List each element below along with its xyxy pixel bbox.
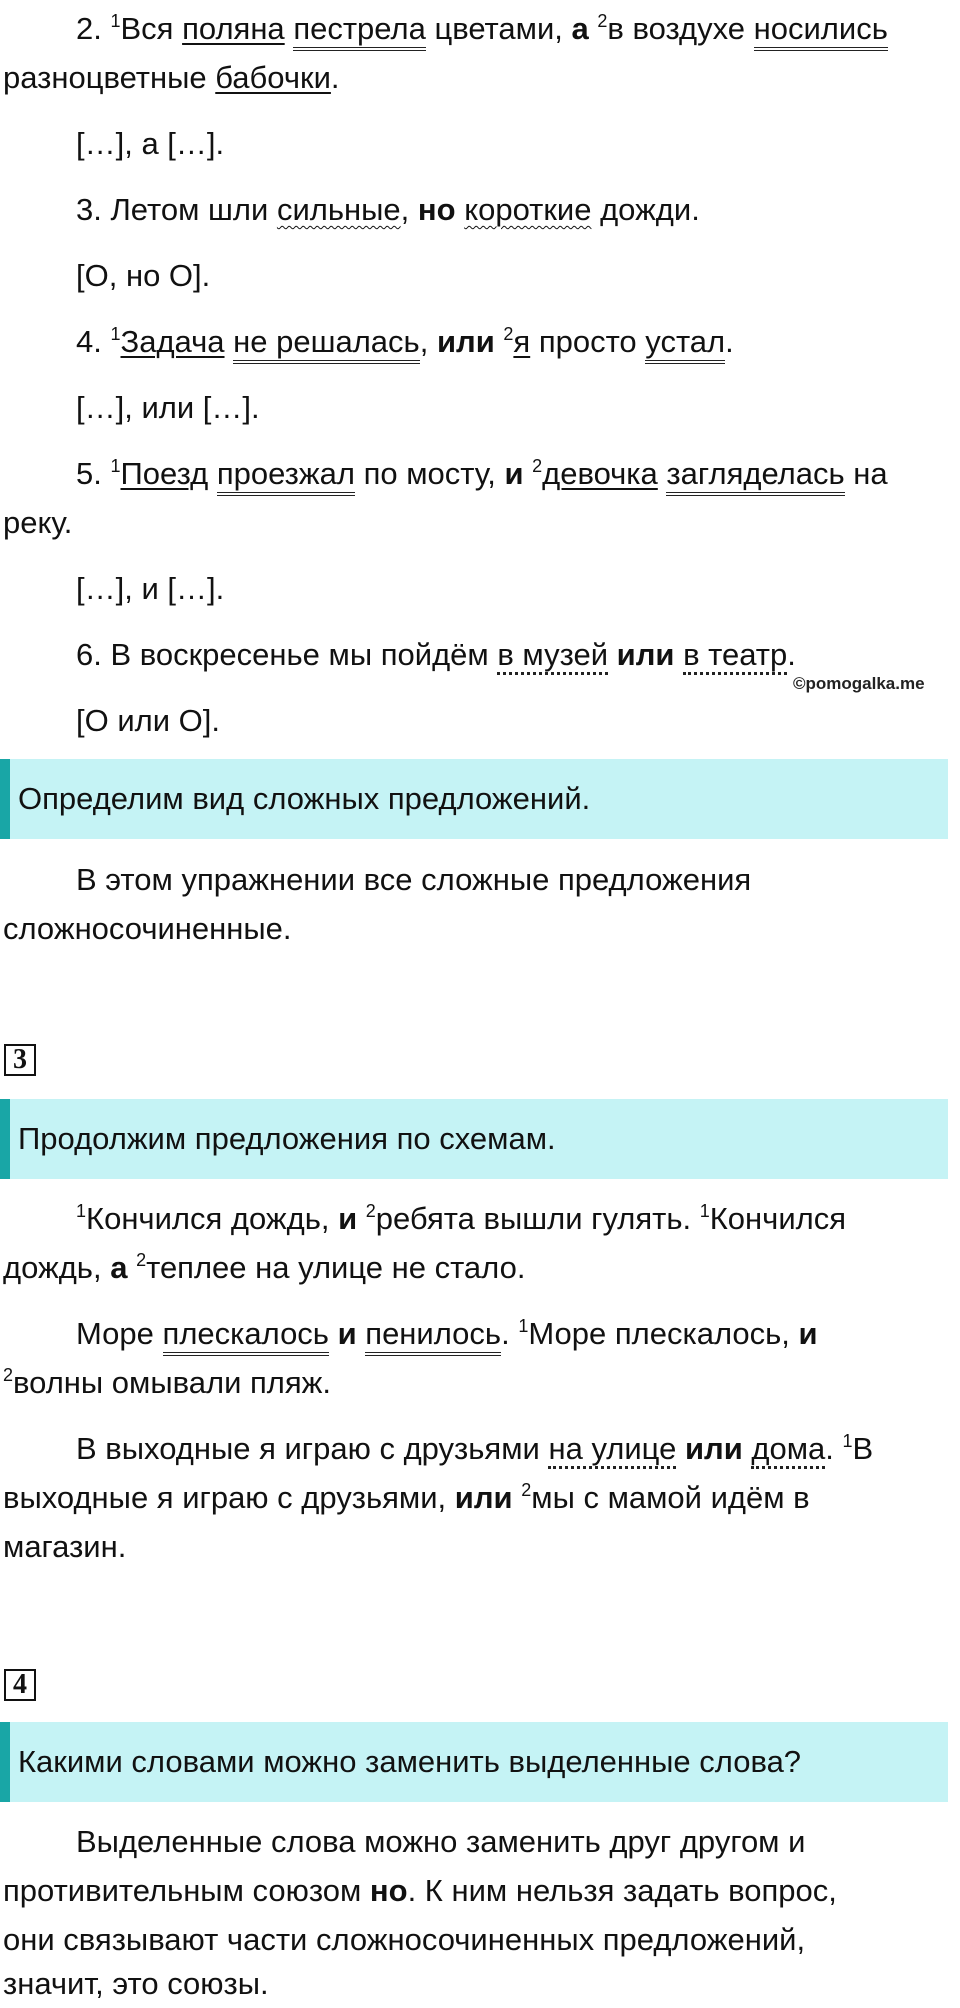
conjunction: или	[684, 1431, 743, 1466]
sentence-6: 6. В воскресенье мы пойдём в музей или в театр.	[0, 631, 960, 679]
sentence-2-line-1: 2. $^1$Вся поляна пестрела цветами, а $^2$в воздухе носились	[0, 5, 960, 53]
conjunction: и	[798, 1316, 818, 1351]
conjunction: или	[436, 324, 495, 359]
conjunction: а	[110, 1250, 128, 1285]
highlight-text: Определим вид сложных предложений.	[18, 781, 591, 816]
sentence-3: 3. Летом шли сильные, но короткие дожди.	[76, 192, 700, 227]
subject: поляна	[182, 11, 285, 46]
scheme-5: […], и […].	[76, 571, 225, 606]
subject: я	[513, 324, 531, 359]
highlight-box	[0, 759, 948, 839]
predicate: пестрела	[293, 11, 426, 51]
task3-sentence-3-line-3: магазин.	[3, 1529, 127, 1564]
conjunction: и	[337, 1316, 357, 1351]
task4-answer-line-3: они связывают части сложносочиненных предложений,	[3, 1922, 806, 1957]
task4-answer-line-1: Выделенные слова можно заменить друг другом и	[76, 1824, 806, 1859]
homogeneous-member: в театр	[683, 637, 787, 675]
task3-sentence-2-line-1: Море плескалось и пенилось. $^1$Море плескалось, и	[0, 1310, 960, 1358]
homogeneous-member: на улице	[548, 1431, 676, 1469]
task4-answer-line-4: значит, это союзы.	[3, 1966, 269, 2001]
task3-sentence-1-line-1: $^1$Кончился дождь, и $^2$ребята вышли гулять. $^1$Кончился	[76, 1201, 847, 1236]
task3-sentence-3-line-1: В выходные я играю с друзьями на улице или дома. $^1$В	[0, 1425, 960, 1473]
subject: Поезд	[120, 456, 209, 491]
scheme-3: [О, но О].	[76, 258, 211, 293]
conjunction: и	[338, 1201, 358, 1236]
answer-text-line-2: сложносочиненные.	[3, 911, 292, 946]
highlight-box	[0, 1099, 948, 1179]
conjunction: но	[417, 192, 456, 227]
predicate: плескалось	[163, 1316, 329, 1356]
predicate: не решалась	[233, 324, 420, 364]
scheme-2: […], а […].	[76, 126, 225, 161]
homogeneous-member: сильные	[276, 192, 401, 227]
task4-answer-line-2: противительным союзом но. К ним нельзя задать вопрос,	[3, 1873, 837, 1908]
predicate: носились	[754, 11, 888, 51]
highlight-text: Какими словами можно заменить выделенные слова?	[18, 1744, 802, 1779]
highlight-text: Продолжим предложения по схемам.	[18, 1121, 556, 1156]
conjunction: и	[504, 456, 524, 491]
predicate: пенилось	[365, 1316, 501, 1356]
homogeneous-member: короткие	[464, 192, 592, 227]
sentence-2-line-2: разноцветные бабочки.	[3, 60, 340, 95]
highlight-box	[0, 1722, 948, 1802]
predicate: проезжал	[217, 456, 355, 496]
scheme-6: [О или О].	[76, 703, 221, 738]
subject: Задача	[120, 324, 225, 359]
subject: бабочки	[215, 60, 331, 95]
predicate: устал	[645, 324, 725, 364]
sentence-4: 4. $^1$Задача не решалась, или $^2$я просто устал.	[0, 318, 960, 366]
predicate: загляделась	[666, 456, 844, 496]
watermark: ©pomogalka.me	[793, 674, 925, 693]
task-number-3: 3	[4, 1044, 36, 1076]
homogeneous-member: дома	[751, 1431, 825, 1469]
answer-text-line-1: В этом упражнении все сложные предложения	[76, 862, 752, 897]
task3-sentence-3-line-2: выходные я играю с друзьями, или $^2$мы с мамой идём в	[3, 1480, 810, 1515]
task-number-4: 4	[4, 1669, 36, 1701]
scheme-4: […], или […].	[76, 390, 260, 425]
conjunction: а	[571, 11, 589, 46]
task3-sentence-1-line-2: дождь, а $^2$теплее на улице не стало.	[3, 1250, 526, 1285]
conjunction: или	[454, 1480, 513, 1515]
sentence-5-line-1: 5. $^1$Поезд проезжал по мосту, и $^2$девочка загляделась на	[0, 450, 960, 498]
conjunction: или	[616, 637, 675, 672]
conjunction: но	[369, 1873, 408, 1908]
sentence-5-line-2: реку.	[3, 505, 73, 540]
task3-sentence-2-line-2: $^2$волны омывали пляж.	[3, 1365, 332, 1400]
homogeneous-member: в музей	[497, 637, 608, 675]
subject: девочка	[542, 456, 658, 491]
